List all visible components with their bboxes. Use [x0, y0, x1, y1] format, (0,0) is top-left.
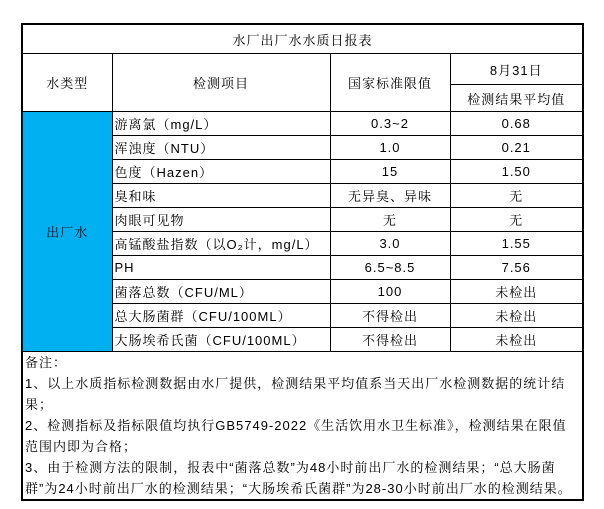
note-line-1: 1、以上水质指标检测数据由水厂提供，检测结果平均值系当天出厂水检测数据的统计结果； — [25, 376, 566, 412]
cell-standard-limit: 3.0 — [330, 232, 450, 256]
header-result-average: 检测结果平均值 — [450, 85, 583, 112]
cell-standard-limit: 不得检出 — [330, 328, 450, 352]
cell-item: PH — [112, 256, 330, 280]
cell-result: 7.56 — [450, 256, 583, 280]
water-quality-report-table — [21, 23, 584, 501]
cell-standard-limit: 1.0 — [330, 136, 450, 160]
cell-result: 未检出 — [450, 304, 583, 328]
cell-standard-limit: 15 — [330, 160, 450, 184]
cell-result: 无 — [450, 208, 583, 232]
cell-item: 游离氯（mg/L） — [112, 112, 330, 136]
cell-result: 1.55 — [450, 232, 583, 256]
cell-standard-limit: 无异臭、异味 — [330, 184, 450, 208]
title-row — [22, 24, 583, 54]
cell-result: 未检出 — [450, 328, 583, 352]
header-standard-limit: 国家标准限值 — [330, 54, 450, 112]
header-water-type: 水类型 — [22, 54, 112, 112]
notes-label: 备注： — [25, 355, 68, 370]
cell-standard-limit: 不得检出 — [330, 304, 450, 328]
header-row-1 — [22, 54, 583, 85]
cell-item: 浑浊度（NTU） — [112, 136, 330, 160]
cell-result: 未检出 — [450, 280, 583, 304]
cell-result: 1.50 — [450, 160, 583, 184]
cell-standard-limit: 无 — [330, 208, 450, 232]
cell-standard-limit: 0.3~2 — [330, 112, 450, 136]
table-row — [22, 112, 583, 136]
notes-section — [22, 352, 583, 501]
cell-item: 肉眼可见物 — [112, 208, 330, 232]
cell-item: 高锰酸盐指数（以O₂计，mg/L） — [112, 232, 330, 256]
cell-result: 0.68 — [450, 112, 583, 136]
cell-item: 大肠埃希氏菌（CFU/100ML） — [112, 328, 330, 352]
notes-row — [22, 352, 583, 501]
report-title: 水厂出厂水水质日报表 — [22, 24, 583, 54]
cell-item: 菌落总数（CFU/ML） — [112, 280, 330, 304]
header-date: 8月31日 — [450, 54, 583, 85]
header-item: 检测项目 — [112, 54, 330, 112]
cell-item: 色度（Hazen） — [112, 160, 330, 184]
note-line-3: 3、由于检测方法的限制，报表中“菌落总数”为48小时前出厂水的检测结果；“总大肠菌群”为24小时前出厂水的检测结果；“大肠埃希氏菌群”为28-30小时前出厂水的检测结果。 — [25, 460, 572, 496]
water-type-cell: 出厂水 — [22, 112, 112, 352]
cell-item: 总大肠菌群（CFU/100ML） — [112, 304, 330, 328]
cell-result: 0.21 — [450, 136, 583, 160]
cell-standard-limit: 100 — [330, 280, 450, 304]
cell-result: 无 — [450, 184, 583, 208]
cell-standard-limit: 6.5~8.5 — [330, 256, 450, 280]
note-line-2: 2、检测指标及指标限值均执行GB5749-2022《生活饮用水卫生标准》，检测结果在限值范围内即为合格； — [25, 418, 567, 454]
cell-item: 臭和味 — [112, 184, 330, 208]
